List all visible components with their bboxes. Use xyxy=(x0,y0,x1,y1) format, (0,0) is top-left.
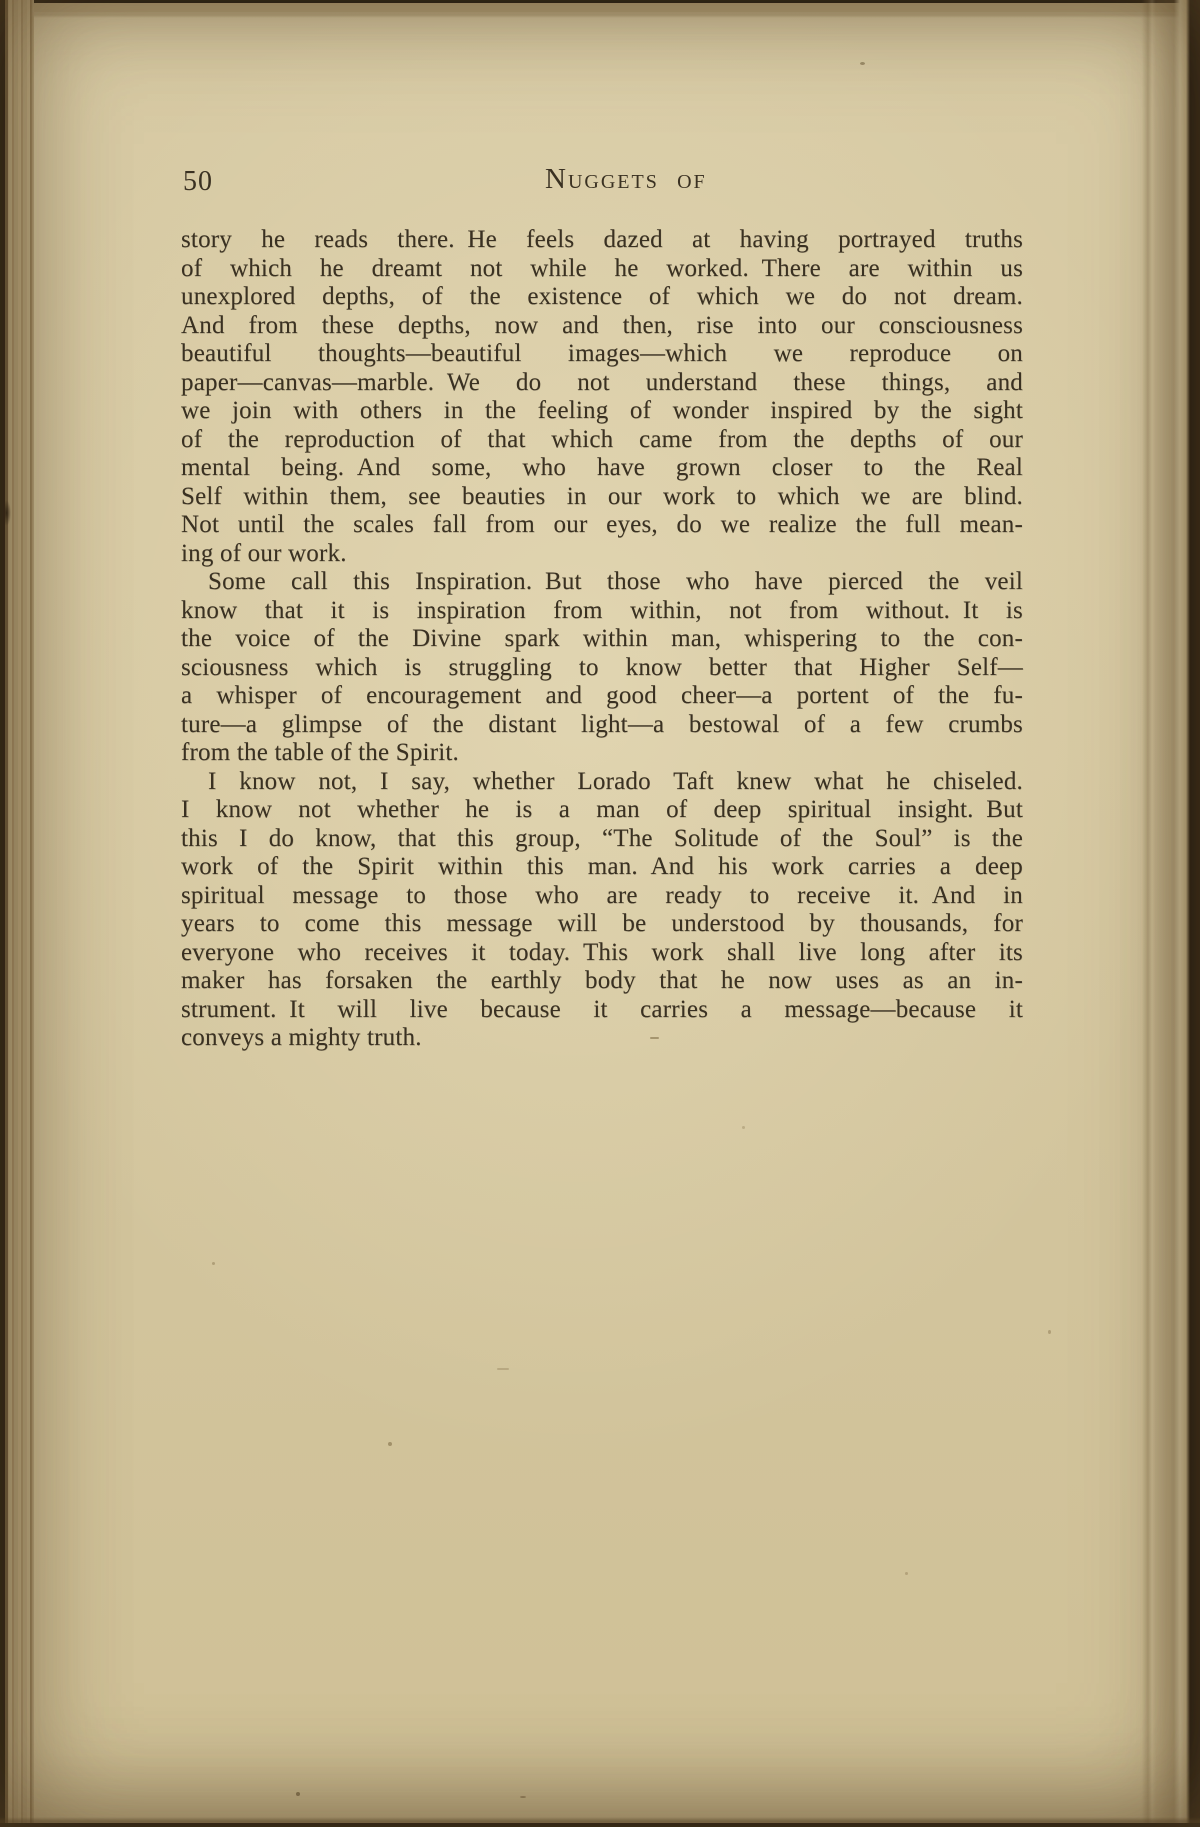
page-crease xyxy=(1142,0,1156,1827)
text-line: maker has forsaken the earthly body that he now uses as an in- xyxy=(181,967,1023,994)
paper-speck xyxy=(497,1368,509,1370)
running-title: Nuggets of xyxy=(545,163,707,195)
text-line: from the table of the Spirit. xyxy=(181,739,459,766)
text-line: beautiful thoughts—beautiful images—which we reproduce on xyxy=(181,340,1023,367)
body-text xyxy=(181,226,1023,1053)
text-line: ing of our work. xyxy=(181,539,347,567)
text-line: Some call this Inspiration. But those who have pierced the veil xyxy=(208,568,1023,595)
paper-speck xyxy=(905,1572,908,1575)
text-line: mental being. And some, who have grown closer to the Real xyxy=(181,454,1023,481)
text-line: unexplored depths, of the existence of which we do not dream. xyxy=(181,283,1023,310)
text-line: work of the Spirit within this man. And his work carries a deep xyxy=(181,853,1023,880)
paper-speck xyxy=(860,62,865,65)
scan-bottom-edge xyxy=(0,1817,1200,1827)
text-line: strument. It will live because it carries a message—because it xyxy=(181,995,1023,1023)
text-line: know that it is inspiration from within, not from without. It is xyxy=(181,596,1023,624)
text-line: Not until the scales fall from our eyes, do we realize the full mean- xyxy=(181,511,1023,538)
text-line: paper—canvas—marble. We do not understand these things, and xyxy=(181,368,1023,396)
text-line: a whisper of encouragement and good cheer—a portent of the fu- xyxy=(181,682,1023,709)
paper-speck xyxy=(742,1126,745,1129)
text-line: we join with others in the feeling of wonder inspired by the sight xyxy=(181,397,1023,424)
text-line: I know not, I say, whether Lorado Taft knew what he chiseled. xyxy=(208,767,1023,795)
binding-notch-mark xyxy=(2,500,11,526)
text-line: sciousness which is struggling to know better that Higher Self— xyxy=(181,653,1023,681)
text-line: conveys a mighty truth. xyxy=(181,1024,422,1051)
text-line: I know not whether he is a man of deep spiritual insight. But xyxy=(181,796,1023,823)
text-line: ture—a glimpse of the distant light—a bestowal of a few crumbs xyxy=(181,710,1023,738)
text-line: Self within them, see beauties in our work to which we are blind. xyxy=(181,482,1023,510)
text-line: of which he dreamt not while he worked. There are within us xyxy=(181,254,1023,282)
text-line: years to come this message will be understood by thousands, for xyxy=(181,910,1023,937)
scan-top-edge xyxy=(0,0,1200,18)
text-line: spiritual message to those who are ready to receive it. And in xyxy=(181,881,1023,909)
book-binding-left-edge xyxy=(0,0,34,1827)
text-line: And from these depths, now and then, rise into our consciousness xyxy=(181,311,1023,339)
page-number: 50 xyxy=(183,166,213,197)
text-line: the voice of the Divine spark within man, whispering to the con- xyxy=(181,625,1023,652)
text-line: this I do know, that this group, “The Solitude of the Soul” is the xyxy=(181,824,1023,852)
paper-speck xyxy=(1048,1330,1051,1334)
paper-speck xyxy=(212,1262,215,1265)
text-line: story he reads there. He feels dazed at having portrayed truths xyxy=(181,226,1023,253)
paper-speck xyxy=(296,1792,300,1796)
paper-speck xyxy=(388,1442,392,1446)
paper-speck xyxy=(520,1796,526,1798)
paper-speck xyxy=(650,1037,659,1039)
text-line: everyone who receives it today. This work shall live long after its xyxy=(181,938,1023,966)
text-line: of the reproduction of that which came from the depths of our xyxy=(181,425,1023,453)
